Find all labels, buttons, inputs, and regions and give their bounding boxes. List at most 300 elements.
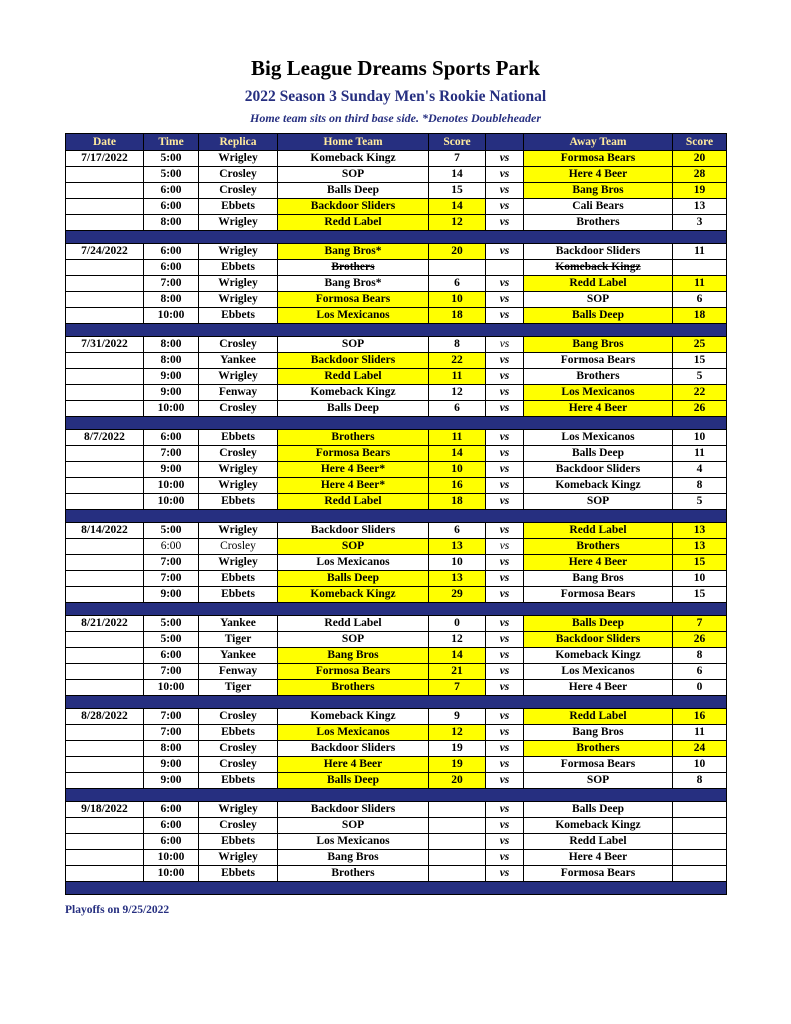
home-team-cell: SOP — [278, 167, 429, 183]
replica-cell: Ebbets — [199, 773, 278, 789]
home-team-cell: Brothers — [278, 430, 429, 446]
time-cell: 10:00 — [144, 866, 199, 882]
away-score-cell: 6 — [673, 664, 727, 680]
home-team-cell: Komeback Kingz — [278, 151, 429, 167]
away-score-cell: 7 — [673, 616, 727, 632]
replica-cell: Crosley — [199, 709, 278, 725]
vs-label: vs — [486, 215, 524, 231]
home-team-cell: Komeback Kingz — [278, 385, 429, 401]
game-row — [66, 725, 727, 741]
date-cell — [66, 401, 144, 417]
vs-label: vs — [486, 523, 524, 539]
replica-cell: Tiger — [199, 632, 278, 648]
time-cell: 10:00 — [144, 401, 199, 417]
date-cell — [66, 632, 144, 648]
replica-cell: Yankee — [199, 648, 278, 664]
week-separator-row — [66, 417, 727, 430]
home-score-cell: 12 — [429, 725, 486, 741]
away-team-cell: Bang Bros — [524, 571, 673, 587]
away-team-cell: Redd Label — [524, 276, 673, 292]
game-row — [66, 167, 727, 183]
replica-cell: Crosley — [199, 741, 278, 757]
game-row — [66, 308, 727, 324]
away-team-cell: SOP — [524, 494, 673, 510]
vs-label: vs — [486, 151, 524, 167]
game-row — [66, 616, 727, 632]
time-cell: 5:00 — [144, 616, 199, 632]
away-team-cell: Here 4 Beer — [524, 401, 673, 417]
date-cell — [66, 276, 144, 292]
week-separator — [66, 324, 727, 337]
away-score-cell: 10 — [673, 571, 727, 587]
date-cell — [66, 260, 144, 276]
time-cell: 6:00 — [144, 818, 199, 834]
vs-label: vs — [486, 183, 524, 199]
home-team-cell: Backdoor Sliders — [278, 353, 429, 369]
time-cell: 9:00 — [144, 369, 199, 385]
home-team-cell: SOP — [278, 818, 429, 834]
home-team-cell: Balls Deep — [278, 183, 429, 199]
away-score-cell: 10 — [673, 757, 727, 773]
time-cell: 7:00 — [144, 555, 199, 571]
home-team-cell: Redd Label — [278, 494, 429, 510]
date-cell — [66, 818, 144, 834]
time-cell: 6:00 — [144, 648, 199, 664]
game-row — [66, 183, 727, 199]
home-team-cell: Redd Label — [278, 215, 429, 231]
date-cell — [66, 494, 144, 510]
home-score-cell: 20 — [429, 244, 486, 260]
away-score-cell: 11 — [673, 244, 727, 260]
replica-cell: Crosley — [199, 401, 278, 417]
date-cell — [66, 215, 144, 231]
game-row — [66, 292, 727, 308]
replica-cell: Ebbets — [199, 725, 278, 741]
header-time: Time — [144, 134, 199, 151]
time-cell: 8:00 — [144, 353, 199, 369]
home-team-cell: Backdoor Sliders — [278, 741, 429, 757]
home-team-cell: Balls Deep — [278, 571, 429, 587]
header-row — [66, 134, 727, 151]
replica-cell: Wrigley — [199, 478, 278, 494]
home-team-cell: Bang Bros — [278, 648, 429, 664]
vs-label: vs — [486, 834, 524, 850]
away-team-cell: Here 4 Beer — [524, 555, 673, 571]
game-row — [66, 539, 727, 555]
home-score-cell: 22 — [429, 353, 486, 369]
date-cell — [66, 725, 144, 741]
away-team-cell: Brothers — [524, 215, 673, 231]
away-score-cell: 15 — [673, 587, 727, 603]
away-score-cell: 18 — [673, 308, 727, 324]
away-score-cell: 13 — [673, 539, 727, 555]
date-cell — [66, 308, 144, 324]
game-row — [66, 680, 727, 696]
time-cell: 6:00 — [144, 539, 199, 555]
time-cell: 9:00 — [144, 773, 199, 789]
vs-label — [486, 260, 524, 276]
replica-cell: Wrigley — [199, 151, 278, 167]
home-score-cell: 14 — [429, 199, 486, 215]
away-team-cell: Balls Deep — [524, 446, 673, 462]
date-cell — [66, 353, 144, 369]
vs-label: vs — [486, 757, 524, 773]
time-cell: 6:00 — [144, 430, 199, 446]
date-cell — [66, 680, 144, 696]
away-team-cell: Cali Bears — [524, 199, 673, 215]
away-team-cell: Komeback Kingz — [524, 648, 673, 664]
header-home-score: Score — [429, 134, 486, 151]
time-cell: 8:00 — [144, 741, 199, 757]
replica-cell: Crosley — [199, 539, 278, 555]
home-score-cell: 21 — [429, 664, 486, 680]
game-row — [66, 709, 727, 725]
date-cell: 8/28/2022 — [66, 709, 144, 725]
home-team-cell: Komeback Kingz — [278, 587, 429, 603]
date-cell — [66, 757, 144, 773]
home-team-cell: Bang Bros* — [278, 276, 429, 292]
date-cell: 8/14/2022 — [66, 523, 144, 539]
week-separator-row — [66, 789, 727, 802]
game-row — [66, 648, 727, 664]
away-team-cell: Komeback Kingz — [524, 260, 673, 276]
replica-cell: Crosley — [199, 446, 278, 462]
home-score-cell: 20 — [429, 773, 486, 789]
home-team-cell: Los Mexicanos — [278, 308, 429, 324]
game-row — [66, 773, 727, 789]
home-score-cell: 19 — [429, 741, 486, 757]
vs-label: vs — [486, 199, 524, 215]
vs-label: vs — [486, 430, 524, 446]
game-row — [66, 244, 727, 260]
date-cell — [66, 385, 144, 401]
replica-cell: Ebbets — [199, 199, 278, 215]
home-score-cell: 6 — [429, 523, 486, 539]
game-row — [66, 571, 727, 587]
replica-cell: Fenway — [199, 385, 278, 401]
home-score-cell — [429, 802, 486, 818]
away-team-cell: Brothers — [524, 539, 673, 555]
date-cell — [66, 539, 144, 555]
away-team-cell: Redd Label — [524, 523, 673, 539]
home-team-cell: Here 4 Beer — [278, 757, 429, 773]
home-score-cell — [429, 850, 486, 866]
vs-label: vs — [486, 802, 524, 818]
away-score-cell: 15 — [673, 555, 727, 571]
vs-label: vs — [486, 773, 524, 789]
time-cell: 5:00 — [144, 151, 199, 167]
away-score-cell — [673, 866, 727, 882]
away-team-cell: Komeback Kingz — [524, 818, 673, 834]
away-score-cell: 4 — [673, 462, 727, 478]
vs-label: vs — [486, 276, 524, 292]
replica-cell: Ebbets — [199, 430, 278, 446]
home-score-cell: 10 — [429, 292, 486, 308]
game-row — [66, 385, 727, 401]
date-cell — [66, 866, 144, 882]
week-separator — [66, 882, 727, 895]
date-cell — [66, 850, 144, 866]
week-separator — [66, 417, 727, 430]
home-team-cell: Los Mexicanos — [278, 555, 429, 571]
away-score-cell — [673, 802, 727, 818]
away-score-cell: 10 — [673, 430, 727, 446]
replica-cell: Ebbets — [199, 587, 278, 603]
playoffs-note: Playoffs on 9/25/2022 — [65, 904, 170, 916]
replica-cell: Ebbets — [199, 494, 278, 510]
vs-label: vs — [486, 369, 524, 385]
replica-cell: Wrigley — [199, 802, 278, 818]
replica-cell: Wrigley — [199, 244, 278, 260]
away-score-cell: 13 — [673, 199, 727, 215]
away-score-cell: 8 — [673, 773, 727, 789]
home-team-cell: Formosa Bears — [278, 664, 429, 680]
time-cell: 8:00 — [144, 215, 199, 231]
away-team-cell: Formosa Bears — [524, 353, 673, 369]
game-row — [66, 802, 727, 818]
away-score-cell: 22 — [673, 385, 727, 401]
date-cell — [66, 571, 144, 587]
home-team-cell: Los Mexicanos — [278, 834, 429, 850]
away-team-cell: Bang Bros — [524, 725, 673, 741]
time-cell: 7:00 — [144, 571, 199, 587]
time-cell: 10:00 — [144, 494, 199, 510]
week-separator-row — [66, 603, 727, 616]
time-cell: 6:00 — [144, 260, 199, 276]
time-cell: 7:00 — [144, 664, 199, 680]
time-cell: 6:00 — [144, 199, 199, 215]
date-cell — [66, 369, 144, 385]
vs-label: vs — [486, 741, 524, 757]
home-score-cell: 13 — [429, 539, 486, 555]
game-row — [66, 555, 727, 571]
away-score-cell: 28 — [673, 167, 727, 183]
time-cell: 10:00 — [144, 308, 199, 324]
week-separator-row — [66, 231, 727, 244]
home-score-cell — [429, 866, 486, 882]
date-cell — [66, 664, 144, 680]
away-score-cell: 11 — [673, 276, 727, 292]
home-team-cell: Brothers — [278, 260, 429, 276]
date-cell — [66, 478, 144, 494]
home-team-cell: Formosa Bears — [278, 446, 429, 462]
game-row — [66, 401, 727, 417]
replica-cell: Wrigley — [199, 369, 278, 385]
time-cell: 7:00 — [144, 276, 199, 292]
away-team-cell: Brothers — [524, 369, 673, 385]
vs-label: vs — [486, 850, 524, 866]
week-separator — [66, 231, 727, 244]
replica-cell: Wrigley — [199, 276, 278, 292]
time-cell: 9:00 — [144, 462, 199, 478]
week-separator-row — [66, 696, 727, 709]
vs-label: vs — [486, 587, 524, 603]
home-score-cell: 14 — [429, 648, 486, 664]
home-score-cell: 6 — [429, 276, 486, 292]
game-row — [66, 632, 727, 648]
replica-cell: Wrigley — [199, 523, 278, 539]
home-score-cell: 18 — [429, 494, 486, 510]
vs-label: vs — [486, 571, 524, 587]
time-cell: 5:00 — [144, 167, 199, 183]
time-cell: 10:00 — [144, 680, 199, 696]
away-score-cell: 20 — [673, 151, 727, 167]
away-score-cell — [673, 834, 727, 850]
time-cell: 7:00 — [144, 725, 199, 741]
vs-label: vs — [486, 616, 524, 632]
time-cell: 5:00 — [144, 523, 199, 539]
game-row — [66, 834, 727, 850]
away-team-cell: SOP — [524, 773, 673, 789]
week-separator-row — [66, 510, 727, 523]
time-cell: 8:00 — [144, 292, 199, 308]
game-row — [66, 478, 727, 494]
away-team-cell: Los Mexicanos — [524, 430, 673, 446]
vs-label: vs — [486, 494, 524, 510]
away-score-cell: 8 — [673, 648, 727, 664]
date-cell — [66, 773, 144, 789]
week-separator — [66, 696, 727, 709]
game-row — [66, 151, 727, 167]
replica-cell: Wrigley — [199, 215, 278, 231]
away-score-cell: 15 — [673, 353, 727, 369]
replica-cell: Crosley — [199, 167, 278, 183]
replica-cell: Wrigley — [199, 292, 278, 308]
home-score-cell: 14 — [429, 167, 486, 183]
date-cell: 8/7/2022 — [66, 430, 144, 446]
date-cell — [66, 741, 144, 757]
away-team-cell: Formosa Bears — [524, 866, 673, 882]
date-cell — [66, 834, 144, 850]
time-cell: 6:00 — [144, 183, 199, 199]
away-team-cell: Brothers — [524, 741, 673, 757]
away-score-cell — [673, 850, 727, 866]
vs-label: vs — [486, 462, 524, 478]
week-separator — [66, 789, 727, 802]
home-team-cell: Komeback Kingz — [278, 709, 429, 725]
away-score-cell — [673, 260, 727, 276]
game-row — [66, 494, 727, 510]
away-score-cell: 19 — [673, 183, 727, 199]
home-team-cell: Brothers — [278, 866, 429, 882]
time-cell: 9:00 — [144, 587, 199, 603]
time-cell: 9:00 — [144, 385, 199, 401]
home-score-cell: 12 — [429, 215, 486, 231]
date-cell — [66, 183, 144, 199]
away-score-cell: 13 — [673, 523, 727, 539]
away-score-cell: 5 — [673, 369, 727, 385]
week-separator-row — [66, 324, 727, 337]
game-row — [66, 818, 727, 834]
away-team-cell: Here 4 Beer — [524, 167, 673, 183]
vs-label: vs — [486, 648, 524, 664]
date-cell: 7/31/2022 — [66, 337, 144, 353]
away-team-cell: Backdoor Sliders — [524, 632, 673, 648]
week-separator — [66, 510, 727, 523]
away-score-cell: 16 — [673, 709, 727, 725]
game-row — [66, 850, 727, 866]
header-away-score: Score — [673, 134, 727, 151]
away-team-cell: Here 4 Beer — [524, 850, 673, 866]
date-cell: 7/24/2022 — [66, 244, 144, 260]
replica-cell: Ebbets — [199, 308, 278, 324]
away-team-cell: Los Mexicanos — [524, 664, 673, 680]
vs-label: vs — [486, 818, 524, 834]
header-home-team: Home Team — [278, 134, 429, 151]
away-score-cell — [673, 818, 727, 834]
replica-cell: Crosley — [199, 183, 278, 199]
vs-label: vs — [486, 539, 524, 555]
vs-label: vs — [486, 555, 524, 571]
replica-cell: Wrigley — [199, 462, 278, 478]
home-score-cell: 13 — [429, 571, 486, 587]
away-team-cell: Formosa Bears — [524, 757, 673, 773]
home-team-cell: Balls Deep — [278, 773, 429, 789]
away-score-cell: 26 — [673, 401, 727, 417]
home-score-cell: 12 — [429, 632, 486, 648]
game-row — [66, 353, 727, 369]
replica-cell: Tiger — [199, 680, 278, 696]
game-row — [66, 260, 727, 276]
replica-cell: Yankee — [199, 353, 278, 369]
time-cell: 7:00 — [144, 709, 199, 725]
time-cell: 7:00 — [144, 446, 199, 462]
header-replica: Replica — [199, 134, 278, 151]
replica-cell: Crosley — [199, 757, 278, 773]
home-score-cell: 11 — [429, 369, 486, 385]
home-team-cell: Here 4 Beer* — [278, 478, 429, 494]
away-team-cell: Backdoor Sliders — [524, 462, 673, 478]
away-team-cell: Redd Label — [524, 709, 673, 725]
game-row — [66, 462, 727, 478]
page-title: Big League Dreams Sports Park — [251, 56, 540, 80]
replica-cell: Ebbets — [199, 866, 278, 882]
vs-label: vs — [486, 167, 524, 183]
away-score-cell: 8 — [673, 478, 727, 494]
home-score-cell: 14 — [429, 446, 486, 462]
home-team-cell: Formosa Bears — [278, 292, 429, 308]
vs-label: vs — [486, 725, 524, 741]
time-cell: 6:00 — [144, 802, 199, 818]
game-row — [66, 587, 727, 603]
time-cell: 8:00 — [144, 337, 199, 353]
vs-label: vs — [486, 866, 524, 882]
home-score-cell: 7 — [429, 151, 486, 167]
replica-cell: Ebbets — [199, 260, 278, 276]
vs-label: vs — [486, 385, 524, 401]
home-score-cell: 7 — [429, 680, 486, 696]
away-score-cell: 5 — [673, 494, 727, 510]
away-score-cell: 3 — [673, 215, 727, 231]
home-score-cell: 29 — [429, 587, 486, 603]
header-date: Date — [66, 134, 144, 151]
game-row — [66, 337, 727, 353]
home-team-cell: Backdoor Sliders — [278, 199, 429, 215]
vs-label: vs — [486, 337, 524, 353]
home-team-cell: SOP — [278, 539, 429, 555]
vs-label: vs — [486, 308, 524, 324]
away-team-cell: Balls Deep — [524, 802, 673, 818]
away-team-cell: Bang Bros — [524, 337, 673, 353]
home-team-note: Home team sits on third base side. *Denotes Doubleheader — [250, 111, 541, 125]
replica-cell: Crosley — [199, 818, 278, 834]
away-team-cell: Formosa Bears — [524, 587, 673, 603]
home-score-cell: 16 — [429, 478, 486, 494]
vs-label: vs — [486, 446, 524, 462]
replica-cell: Wrigley — [199, 555, 278, 571]
game-row — [66, 430, 727, 446]
away-team-cell: Bang Bros — [524, 183, 673, 199]
